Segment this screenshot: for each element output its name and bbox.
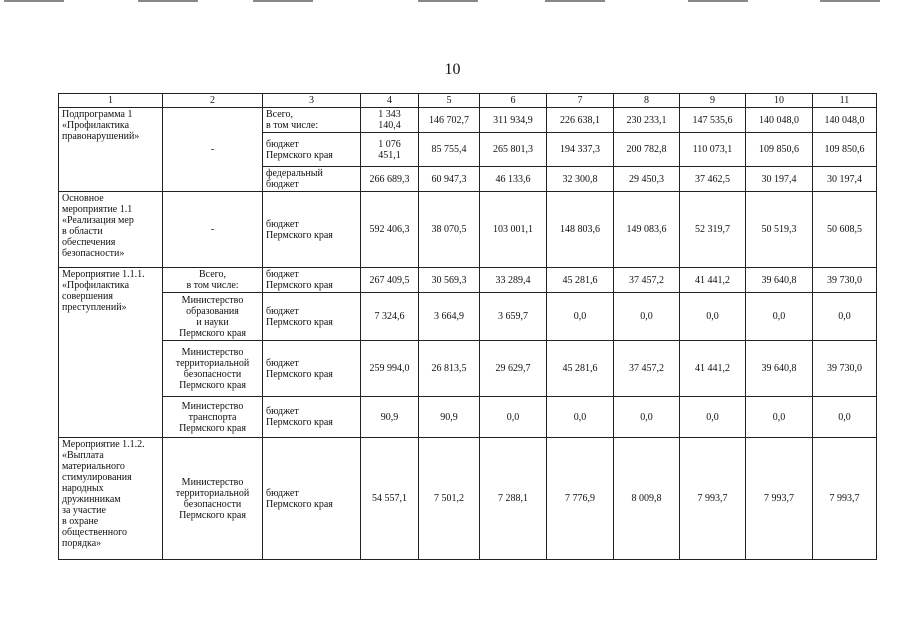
amount-cell: 30 197,4 — [813, 167, 877, 192]
column-header: 3 — [263, 94, 361, 108]
funding-source-cell: бюджет Пермского края — [263, 268, 361, 293]
amount-cell: 0,0 — [813, 397, 877, 438]
amount-cell: 230 233,1 — [614, 108, 680, 133]
scan-edge-line — [418, 0, 478, 2]
amount-cell: 226 638,1 — [547, 108, 614, 133]
amount-cell: 267 409,5 — [361, 268, 419, 293]
amount-cell: 7 993,7 — [746, 438, 813, 560]
amount-cell: 311 934,9 — [480, 108, 547, 133]
column-header: 5 — [419, 94, 480, 108]
header-row — [59, 94, 877, 108]
amount-cell: 32 300,8 — [547, 167, 614, 192]
executor-cell: Министерство образования и науки Пермского края — [163, 293, 263, 341]
amount-cell: 0,0 — [547, 293, 614, 341]
amount-cell: 29 629,7 — [480, 341, 547, 397]
amount-cell: 33 289,4 — [480, 268, 547, 293]
amount-cell: 8 009,8 — [614, 438, 680, 560]
column-header: 2 — [163, 94, 263, 108]
amount-cell: 7 993,7 — [680, 438, 746, 560]
column-header: 7 — [547, 94, 614, 108]
amount-cell: 41 441,2 — [680, 341, 746, 397]
amount-cell: 3 659,7 — [480, 293, 547, 341]
amount-cell: 50 608,5 — [813, 192, 877, 268]
page-number: 10 — [444, 61, 461, 78]
amount-cell: 85 755,4 — [419, 133, 480, 167]
executor-cell: Министерство территориальной безопасности Пермского края — [163, 341, 263, 397]
amount-cell: 30 197,4 — [746, 167, 813, 192]
amount-cell: 45 281,6 — [547, 268, 614, 293]
executor-cell: Министерство транспорта Пермского края — [163, 397, 263, 438]
scan-edge-line — [4, 0, 64, 2]
amount-cell: 592 406,3 — [361, 192, 419, 268]
amount-cell: 30 569,3 — [419, 268, 480, 293]
column-header: 10 — [746, 94, 813, 108]
table-row — [59, 192, 877, 268]
column-header: 9 — [680, 94, 746, 108]
amount-cell: 54 557,1 — [361, 438, 419, 560]
funding-source-cell: Всего, в том числе: — [263, 108, 361, 133]
amount-cell: 146 702,7 — [419, 108, 480, 133]
amount-cell: 140 048,0 — [746, 108, 813, 133]
table-row — [59, 293, 877, 341]
amount-cell: 7 776,9 — [547, 438, 614, 560]
table-row — [59, 341, 877, 397]
amount-cell: 110 073,1 — [680, 133, 746, 167]
budget-table — [58, 93, 877, 560]
amount-cell: 194 337,3 — [547, 133, 614, 167]
amount-cell: 0,0 — [746, 293, 813, 341]
amount-cell: 109 850,6 — [813, 133, 877, 167]
funding-source-cell: бюджет Пермского края — [263, 133, 361, 167]
amount-cell: 0,0 — [813, 293, 877, 341]
amount-cell: 39 730,0 — [813, 341, 877, 397]
amount-cell: 46 133,6 — [480, 167, 547, 192]
executor-cell: - — [163, 192, 263, 268]
amount-cell: 0,0 — [480, 397, 547, 438]
amount-cell: 37 457,2 — [614, 268, 680, 293]
amount-cell: 149 083,6 — [614, 192, 680, 268]
amount-cell: 0,0 — [746, 397, 813, 438]
amount-cell: 0,0 — [547, 397, 614, 438]
amount-cell: 103 001,1 — [480, 192, 547, 268]
amount-cell: 37 457,2 — [614, 341, 680, 397]
funding-source-cell: бюджет Пермского края — [263, 192, 361, 268]
table-row — [59, 108, 877, 133]
amount-cell: 39 640,8 — [746, 268, 813, 293]
funding-source-cell: бюджет Пермского края — [263, 438, 361, 560]
amount-cell: 60 947,3 — [419, 167, 480, 192]
amount-cell: 200 782,8 — [614, 133, 680, 167]
funding-source-cell: бюджет Пермского края — [263, 341, 361, 397]
amount-cell: 266 689,3 — [361, 167, 419, 192]
amount-cell: 1 343 140,4 — [361, 108, 419, 133]
program-name-cell: Основное мероприятие 1.1 «Реализация мер в области обеспечения безопасности» — [59, 192, 163, 268]
amount-cell: 90,9 — [361, 397, 419, 438]
amount-cell: 7 324,6 — [361, 293, 419, 341]
executor-cell: - — [163, 108, 263, 192]
amount-cell: 147 535,6 — [680, 108, 746, 133]
amount-cell: 3 664,9 — [419, 293, 480, 341]
table-row — [59, 438, 877, 560]
program-name-cell: Мероприятие 1.1.1. «Профилактика совершения преступлений» — [59, 268, 163, 438]
amount-cell: 38 070,5 — [419, 192, 480, 268]
table-row — [59, 397, 877, 438]
table-row — [59, 268, 877, 293]
funding-source-cell: федеральный бюджет — [263, 167, 361, 192]
amount-cell: 259 994,0 — [361, 341, 419, 397]
scan-edge-line — [820, 0, 880, 2]
amount-cell: 109 850,6 — [746, 133, 813, 167]
amount-cell: 0,0 — [614, 293, 680, 341]
column-header: 11 — [813, 94, 877, 108]
column-header: 8 — [614, 94, 680, 108]
amount-cell: 50 519,3 — [746, 192, 813, 268]
scan-edge-line — [688, 0, 748, 2]
funding-source-cell: бюджет Пермского края — [263, 293, 361, 341]
executor-cell: Министерство территориальной безопасности Пермского края — [163, 438, 263, 560]
funding-source-cell: бюджет Пермского края — [263, 397, 361, 438]
amount-cell: 39 640,8 — [746, 341, 813, 397]
amount-cell: 41 441,2 — [680, 268, 746, 293]
amount-cell: 7 501,2 — [419, 438, 480, 560]
column-header: 1 — [59, 94, 163, 108]
column-header: 4 — [361, 94, 419, 108]
scan-edge-line — [545, 0, 605, 2]
amount-cell: 1 076 451,1 — [361, 133, 419, 167]
program-name-cell: Мероприятие 1.1.2. «Выплата материального стимулирования народных дружинникам за участие в охране общественного порядка» — [59, 438, 163, 560]
program-name-cell: Подпрограмма 1 «Профилактика правонарушений» — [59, 108, 163, 192]
amount-cell: 0,0 — [680, 397, 746, 438]
amount-cell: 29 450,3 — [614, 167, 680, 192]
executor-cell: Всего, в том числе: — [163, 268, 263, 293]
amount-cell: 7 288,1 — [480, 438, 547, 560]
amount-cell: 39 730,0 — [813, 268, 877, 293]
scan-edge-line — [138, 0, 198, 2]
amount-cell: 0,0 — [680, 293, 746, 341]
scan-edge-line — [253, 0, 313, 2]
amount-cell: 140 048,0 — [813, 108, 877, 133]
amount-cell: 45 281,6 — [547, 341, 614, 397]
amount-cell: 7 993,7 — [813, 438, 877, 560]
amount-cell: 90,9 — [419, 397, 480, 438]
amount-cell: 26 813,5 — [419, 341, 480, 397]
amount-cell: 0,0 — [614, 397, 680, 438]
amount-cell: 148 803,6 — [547, 192, 614, 268]
amount-cell: 37 462,5 — [680, 167, 746, 192]
amount-cell: 52 319,7 — [680, 192, 746, 268]
amount-cell: 265 801,3 — [480, 133, 547, 167]
column-header: 6 — [480, 94, 547, 108]
